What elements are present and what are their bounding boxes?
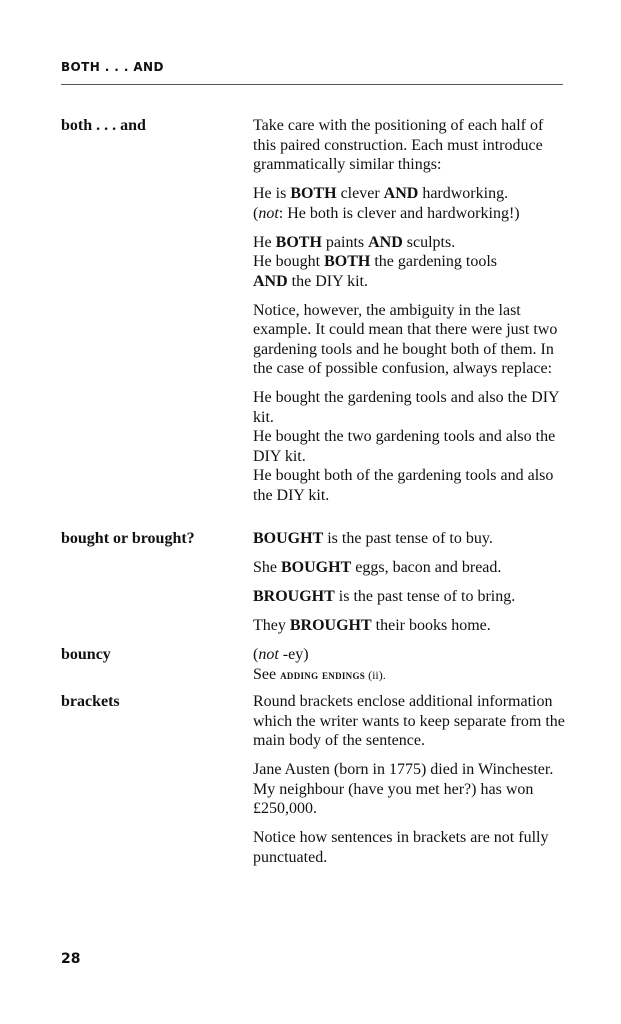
- cross-reference: adding endings: [280, 666, 366, 682]
- entry-body: [253, 529, 565, 645]
- example: He is BOTH clever AND hardworking. (not: He both is clever and hardworking!): [253, 185, 520, 222]
- paragraph: Take care with the positioning of each half of this paired construction. Each must introduce grammatically similar things:: [253, 117, 544, 173]
- entry-term: brackets: [61, 693, 120, 710]
- example: (not -ey) See adding endings (ii).: [253, 646, 386, 683]
- example: BROUGHT is the past tense of to bring.: [253, 588, 516, 605]
- paragraph: Notice how sentences in brackets are not fully punctuated.: [253, 829, 549, 866]
- page-number: 28: [61, 951, 81, 967]
- entry-term: bouncy: [61, 646, 111, 663]
- example: He BOTH paints AND sculpts. He bought BOTH the gardening tools AND the DIY kit.: [253, 233, 497, 290]
- paragraph: Round brackets enclose additional information which the writer wants to keep separate from the main body of the sentence.: [253, 693, 565, 749]
- entry-body: [253, 645, 565, 695]
- running-head: BOTH . . . AND: [61, 60, 164, 74]
- entry-body: [253, 116, 565, 515]
- entry-term: bought or brought?: [61, 530, 195, 547]
- example: He bought the gardening tools and also the DIY kit. He bought the two gardening tools and also the DIY kit. He bought both of the gardening tools and also the DIY kit.: [253, 389, 560, 504]
- example: They BROUGHT their books home.: [253, 617, 491, 634]
- example: She BOUGHT eggs, bacon and bread.: [253, 559, 502, 576]
- header-rule: [61, 84, 563, 85]
- entry-term: both . . . and: [61, 117, 146, 134]
- entry-body: [253, 692, 565, 877]
- example: Jane Austen (born in 1775) died in Winchester. My neighbour (have you met her?) has won £250,000.: [253, 761, 554, 817]
- paragraph: Notice, however, the ambiguity in the last example. It could mean that there were just two gardening tools and he bought both of them. In the case of possible confusion, always replace:: [253, 301, 558, 377]
- example: BOUGHT is the past tense of to buy.: [253, 530, 493, 547]
